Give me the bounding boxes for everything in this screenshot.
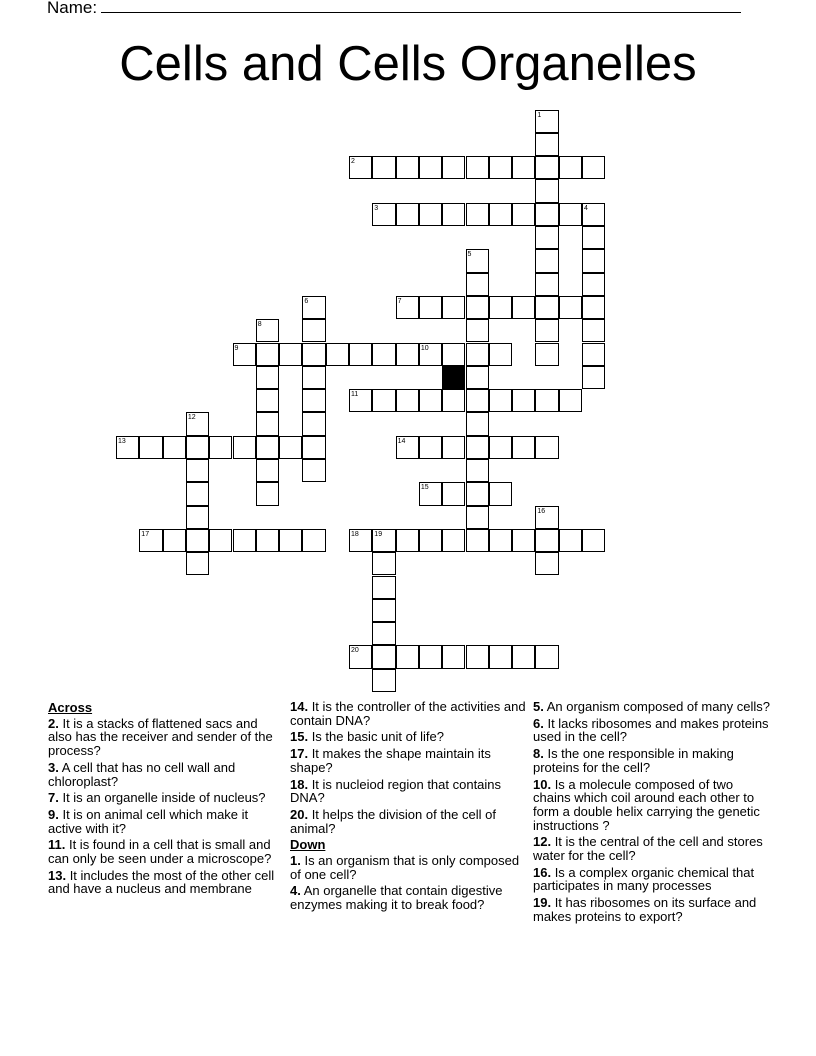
grid-cell[interactable] [186,459,209,482]
blocked-cell [442,366,465,389]
clue-item [290,730,530,744]
clue-item [290,808,530,835]
grid-cell[interactable] [489,389,512,412]
grid-cell[interactable] [535,249,558,272]
clue-item [48,717,276,758]
grid-cell[interactable] [535,343,558,366]
cell-number: 8 [257,321,262,329]
clue-number: 6. [533,715,544,731]
clue-item [290,854,530,881]
grid-cell[interactable] [372,576,395,599]
clue-number: 16. [533,864,552,880]
grid-cell[interactable] [186,506,209,529]
clue-item [533,896,773,923]
grid-cell[interactable] [489,203,512,226]
grid-cell[interactable] [489,529,512,552]
grid-cell[interactable] [396,343,419,366]
grid-cell[interactable] [139,436,162,459]
grid-cell[interactable] [442,436,465,459]
clue-item [48,869,276,896]
grid-cell[interactable] [466,343,489,366]
grid-cell[interactable] [582,226,605,249]
grid-cell[interactable] [582,319,605,342]
grid-cell[interactable] [419,482,442,505]
cell-number: 13 [118,437,126,445]
grid-cell[interactable] [396,389,419,412]
puzzle-title: Cells and Cells Organelles [119,37,697,91]
grid-cell[interactable] [582,156,605,179]
clue-text: Is an organism that is only composed of one cell? [290,853,520,882]
grid-cell[interactable] [186,482,209,505]
clue-text: It is on animal cell which make it active with it? [48,806,249,836]
grid-cell[interactable] [512,203,535,226]
grid-cell[interactable] [396,529,419,552]
grid-cell[interactable] [535,552,558,575]
grid-cell[interactable] [535,133,558,156]
clue-number: 3. [48,759,59,775]
clue-text: It has ribosomes on its surface and makes proteins to export? [533,895,757,924]
down-heading: Down [290,837,326,853]
name-label: Name: [47,0,98,17]
grid-cell[interactable] [512,389,535,412]
clue-text: Is a molecule composed of two chains which coil around each other to form a double helix carrying the genetic instructions ? [533,776,760,833]
grid-cell[interactable] [559,529,582,552]
grid-cell[interactable] [512,529,535,552]
grid-cell[interactable] [419,389,442,412]
grid-cell[interactable] [442,296,465,319]
grid-cell[interactable] [489,645,512,668]
grid-cell[interactable] [279,436,302,459]
grid-cell[interactable] [256,412,279,435]
clue-text: It helps the division of the cell of animal? [290,806,496,836]
grid-cell[interactable] [535,203,558,226]
grid-cell[interactable] [349,343,372,366]
grid-cell[interactable] [466,529,489,552]
clue-number: 19. [533,895,552,911]
grid-cell[interactable] [512,156,535,179]
grid-cell[interactable] [349,389,372,412]
grid-cell[interactable] [535,156,558,179]
across-heading: Across [48,700,93,715]
clue-item [533,700,773,714]
grid-cell[interactable] [442,645,465,668]
down-clue-list [290,854,530,912]
across-clue-list-continued [290,700,530,835]
clue-item [290,884,530,911]
clue-item [290,747,530,774]
grid-cell[interactable] [256,529,279,552]
grid-cell[interactable] [372,552,395,575]
grid-cell[interactable] [396,296,419,319]
grid-cell[interactable] [582,296,605,319]
cell-number: 10 [420,344,429,352]
grid-cell[interactable] [256,436,279,459]
clue-text: It lacks ribosomes and makes proteins used in the cell? [533,715,769,745]
grid-cell[interactable] [535,273,558,296]
clue-item [48,838,276,865]
grid-cell[interactable] [582,529,605,552]
clue-item [533,866,773,893]
cell-number: 15 [420,484,429,492]
grid-cell[interactable] [372,389,395,412]
grid-cell[interactable] [582,366,605,389]
grid-cell[interactable] [466,436,489,459]
clue-number: 20. [290,806,309,822]
grid-cell[interactable] [302,319,325,342]
clue-text: It is an organelle inside of nucleus? [58,790,266,806]
clue-number: 13. [48,867,67,883]
grid-cell[interactable] [349,156,372,179]
grid-cell[interactable] [489,343,512,366]
grid-cell[interactable] [466,366,489,389]
clue-number: 18. [290,776,309,792]
cell-number: 18 [351,530,359,538]
grid-cell[interactable] [466,249,489,272]
grid-cell[interactable] [163,436,186,459]
grid-cell[interactable] [372,529,395,552]
grid-cell[interactable] [256,366,279,389]
grid-cell[interactable] [535,645,558,668]
grid-cell[interactable] [535,296,558,319]
clue-number: 15. [290,729,309,745]
grid-cell[interactable] [372,203,395,226]
clue-number: 17. [290,746,309,762]
cell-number: 12 [187,414,196,422]
cell-number: 19 [374,530,383,538]
grid-cell[interactable] [582,273,605,296]
grid-cell[interactable] [302,389,325,412]
grid-cell[interactable] [186,529,209,552]
grid-cell[interactable] [372,599,395,622]
clue-item [48,808,276,835]
grid-cell[interactable] [233,343,256,366]
grid-cell[interactable] [535,110,558,133]
grid-cell[interactable] [349,529,372,552]
grid-cell[interactable] [396,645,419,668]
cell-number: 20 [351,647,359,655]
grid-cell[interactable] [466,506,489,529]
grid-cell[interactable] [466,203,489,226]
grid-cell[interactable] [256,389,279,412]
clue-number: 4. [290,883,301,899]
grid-cell[interactable] [442,203,465,226]
clue-text: It is nucleiod region that contains DNA? [290,776,502,806]
grid-cell[interactable] [326,343,349,366]
grid-cell[interactable] [209,436,232,459]
grid-cell[interactable] [186,436,209,459]
clue-text: It is a stacks of flattened sacs and also has the receiver and sender of the process? [48,715,273,759]
grid-cell[interactable] [233,529,256,552]
grid-cell[interactable] [302,459,325,482]
grid-cell[interactable] [419,343,442,366]
grid-cell[interactable] [489,296,512,319]
clue-item [533,747,773,774]
grid-cell[interactable] [372,669,395,692]
grid-cell[interactable] [535,319,558,342]
cell-number: 17 [141,530,150,538]
grid-cell[interactable] [419,529,442,552]
grid-cell[interactable] [396,436,419,459]
grid-cell[interactable] [442,343,465,366]
grid-cell[interactable] [372,343,395,366]
clue-text: It is the controller of the activities and contain DNA? [290,699,526,728]
grid-cell[interactable] [535,179,558,202]
grid-cell[interactable] [559,389,582,412]
grid-cell[interactable] [302,296,325,319]
grid-cell[interactable] [442,156,465,179]
cell-number: 11 [351,391,359,399]
grid-cell[interactable] [372,156,395,179]
grid-cell[interactable] [279,343,302,366]
grid-cell[interactable] [466,389,489,412]
grid-cell[interactable] [512,436,535,459]
grid-cell[interactable] [419,296,442,319]
clue-text: An organism composed of many cells? [543,699,771,714]
clue-item [48,791,276,805]
clue-item [48,761,276,788]
grid-cell[interactable] [466,156,489,179]
clue-number: 1. [290,853,301,869]
grid-cell[interactable] [256,482,279,505]
grid-cell[interactable] [256,459,279,482]
clue-text: Is the basic unit of life? [308,729,444,745]
clue-text: Is the one responsible in making proteins for the cell? [533,746,734,775]
grid-cell[interactable] [466,319,489,342]
grid-cell[interactable] [466,273,489,296]
clue-item [533,717,773,744]
cell-number: 14 [397,437,406,445]
cell-number: 16 [537,507,546,515]
clue-item [290,778,530,805]
grid-cell[interactable] [419,436,442,459]
grid-cell[interactable] [256,343,279,366]
cell-number: 7 [397,297,402,305]
grid-cell[interactable] [302,436,325,459]
grid-cell[interactable] [372,622,395,645]
grid-cell[interactable] [466,459,489,482]
clue-text: It is the central of the cell and stores water for the cell? [533,834,763,864]
grid-cell[interactable] [582,249,605,272]
grid-cell[interactable] [302,529,325,552]
grid-cell[interactable] [349,645,372,668]
clue-number: 10. [533,776,552,792]
grid-cell[interactable] [302,343,325,366]
cell-number: 2 [351,158,355,166]
grid-cell[interactable] [186,412,209,435]
grid-cell[interactable] [163,529,186,552]
grid-cell[interactable] [186,552,209,575]
cell-number: 3 [374,204,379,212]
grid-cell[interactable] [535,529,558,552]
clue-number: 7. [48,790,59,806]
grid-cell[interactable] [139,529,162,552]
grid-cell[interactable] [535,436,558,459]
grid-cell[interactable] [489,156,512,179]
clue-text: It is found in a cell that is small and can only be seen under a microscope? [48,837,272,867]
clue-number: 11. [48,837,66,853]
grid-cell[interactable] [582,203,605,226]
grid-cell[interactable] [419,645,442,668]
clue-number: 5. [533,699,544,714]
grid-cell[interactable] [535,226,558,249]
clue-text: An organelle that contain digestive enzymes making it to break food? [290,883,503,913]
clue-text: It includes the most of the other cell and have a nucleus and membrane [48,867,275,897]
grid-cell[interactable] [466,645,489,668]
grid-cell[interactable] [559,156,582,179]
grid-cell[interactable] [535,389,558,412]
grid-cell[interactable] [466,412,489,435]
clue-text: A cell that has no cell wall and chloroplast? [48,759,236,789]
cell-number: 9 [234,344,239,352]
clue-number: 12. [533,834,552,850]
grid-cell[interactable] [302,366,325,389]
clue-number: 9. [48,806,59,822]
grid-cell[interactable] [466,482,489,505]
grid-cell[interactable] [559,296,582,319]
grid-cell[interactable] [419,156,442,179]
grid-cell[interactable] [419,203,442,226]
grid-cell[interactable] [442,482,465,505]
clue-number: 2. [48,715,59,731]
grid-cell[interactable] [372,645,395,668]
clue-item [290,700,530,727]
grid-cell[interactable] [233,436,256,459]
cell-number: 4 [584,204,588,212]
grid-cell[interactable] [489,482,512,505]
grid-cell[interactable] [512,645,535,668]
grid-cell[interactable] [559,203,582,226]
clue-number: 8. [533,746,544,762]
grid-cell[interactable] [535,506,558,529]
grid-cell[interactable] [116,436,139,459]
grid-cell[interactable] [442,529,465,552]
grid-cell[interactable] [302,412,325,435]
clue-text: It makes the shape maintain its shape? [290,746,491,775]
grid-cell[interactable] [396,203,419,226]
cell-number: 6 [304,297,309,305]
grid-cell[interactable] [256,319,279,342]
clue-item [533,835,773,862]
cell-number: 5 [467,251,472,259]
clues-column-2 [290,700,530,915]
clues-column-1 [48,700,276,899]
grid-cell[interactable] [396,156,419,179]
grid-cell[interactable] [466,296,489,319]
clue-number: 14. [290,699,309,714]
clue-text: Is a complex organic chemical that participates in many processes [533,864,755,894]
clues-column-3 [533,700,773,927]
cell-number: 1 [537,111,542,119]
grid-cell[interactable] [279,529,302,552]
grid-cell[interactable] [512,296,535,319]
grid-cell[interactable] [489,436,512,459]
grid-cell[interactable] [209,529,232,552]
grid-cell[interactable] [582,343,605,366]
across-clue-list [48,717,276,896]
clue-item [533,778,773,833]
grid-cell[interactable] [442,389,465,412]
down-clue-list-continued [533,700,773,924]
